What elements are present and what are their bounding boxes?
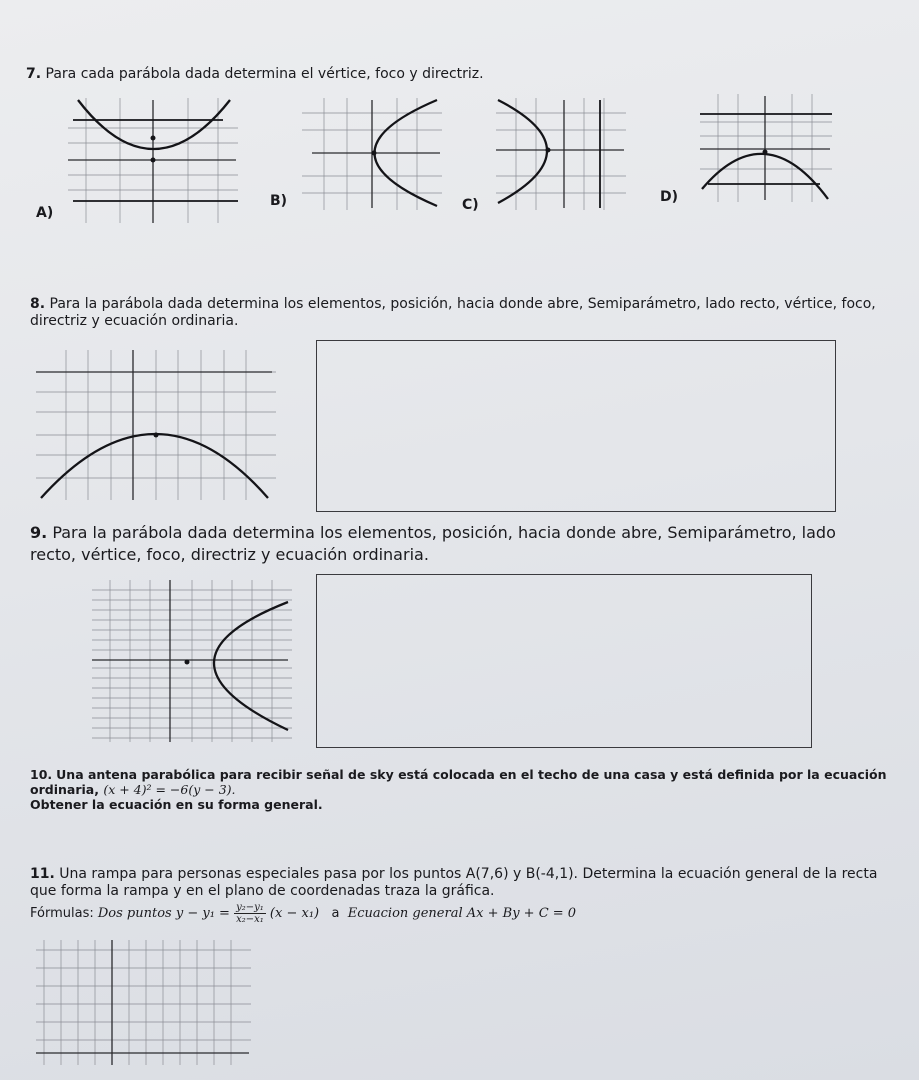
question-9-text-line2: recto, vértice, foco, directriz y ecuación ordinaria. bbox=[30, 545, 429, 564]
graph-a-focus bbox=[151, 136, 156, 141]
slope-fraction bbox=[234, 902, 266, 925]
graph-label-d: D) bbox=[660, 189, 679, 205]
question-10-text-line2: ordinaria, bbox=[30, 782, 104, 797]
question-11 bbox=[30, 866, 910, 900]
question-10-number: 10. bbox=[30, 767, 53, 782]
two-points-lhs: y − y₁ = bbox=[175, 906, 230, 921]
question-9-text-line1: Para la parábola dada determina los elementos, posición, hacia donde abre, Semiparámetro, lado bbox=[52, 523, 836, 542]
question-10-text-line3: Obtener la ecuación en su forma general. bbox=[30, 797, 323, 812]
graph-q8-parabola bbox=[41, 434, 268, 498]
graph-q8-vertex bbox=[154, 433, 159, 438]
graph-d-grid bbox=[700, 94, 832, 202]
slope-denominator: x₂−x₁ bbox=[236, 914, 264, 925]
question-11-text-line1: Una rampa para personas especiales pasa por los puntos A(7,6) y B(-4,1). Determina la ecuación general de la recta bbox=[59, 866, 878, 882]
graph-c bbox=[496, 98, 626, 210]
graph-q9-parabola bbox=[214, 602, 288, 730]
formulas-line bbox=[30, 902, 910, 925]
graph-d-vertex bbox=[763, 150, 768, 155]
formulas-label: Fórmulas: bbox=[30, 906, 94, 921]
graph-q9 bbox=[92, 580, 292, 742]
question-11-text-line2: que forma la rampa y en el plano de coordenadas traza la gráfica. bbox=[30, 883, 495, 899]
general-equation-label: Ecuacion general bbox=[347, 906, 463, 921]
graph-c-parabola bbox=[498, 100, 547, 203]
graph-q11-grid bbox=[36, 940, 251, 1065]
answer-box-q9[interactable] bbox=[316, 574, 812, 748]
graph-d bbox=[700, 94, 832, 202]
question-7 bbox=[26, 66, 906, 83]
graph-a-vertex bbox=[151, 158, 156, 163]
graph-b-vertex bbox=[372, 151, 377, 156]
question-7-text: Para cada parábola dada determina el vértice, foco y directriz. bbox=[45, 66, 484, 82]
graph-label-b: B) bbox=[270, 193, 288, 209]
graph-b bbox=[302, 98, 442, 210]
graph-q11 bbox=[36, 940, 251, 1065]
graph-a-parabola bbox=[78, 100, 230, 149]
slope-numerator: y₂−y₁ bbox=[236, 902, 264, 913]
question-10 bbox=[30, 767, 900, 812]
graph-label-a: A) bbox=[36, 205, 54, 221]
graph-q8 bbox=[36, 350, 276, 500]
question-11-number: 11. bbox=[30, 866, 55, 882]
question-10-text-line1: Una antena parabólica para recibir señal de sky está colocada en el techo de una casa y está definida por la ecuación bbox=[56, 767, 887, 782]
question-9 bbox=[30, 522, 900, 566]
answer-box-q8[interactable] bbox=[316, 340, 836, 512]
question-9-number: 9. bbox=[30, 523, 48, 542]
two-points-label: Dos puntos bbox=[97, 906, 172, 921]
general-equation: Ax + By + C = 0 bbox=[466, 906, 577, 921]
question-8-number: 8. bbox=[30, 296, 46, 312]
graph-q9-vertex bbox=[185, 660, 190, 665]
question-8-text-line2: directriz y ecuación ordinaria. bbox=[30, 313, 239, 329]
question-7-number: 7. bbox=[26, 66, 42, 82]
question-8-text-line1: Para la parábola dada determina los elementos, posición, hacia donde abre, Semiparámetro, lado recto, vértice, foco, bbox=[49, 296, 876, 312]
graph-a bbox=[68, 98, 238, 223]
graph-label-c: C) bbox=[462, 197, 479, 213]
graph-c-vertex bbox=[546, 148, 551, 153]
two-points-rhs: (x − x₁) bbox=[269, 906, 320, 921]
question-10-equation: (x + 4)² = −6(y − 3). bbox=[103, 782, 236, 797]
question-8 bbox=[30, 296, 900, 330]
formula-connector: a bbox=[331, 906, 340, 921]
